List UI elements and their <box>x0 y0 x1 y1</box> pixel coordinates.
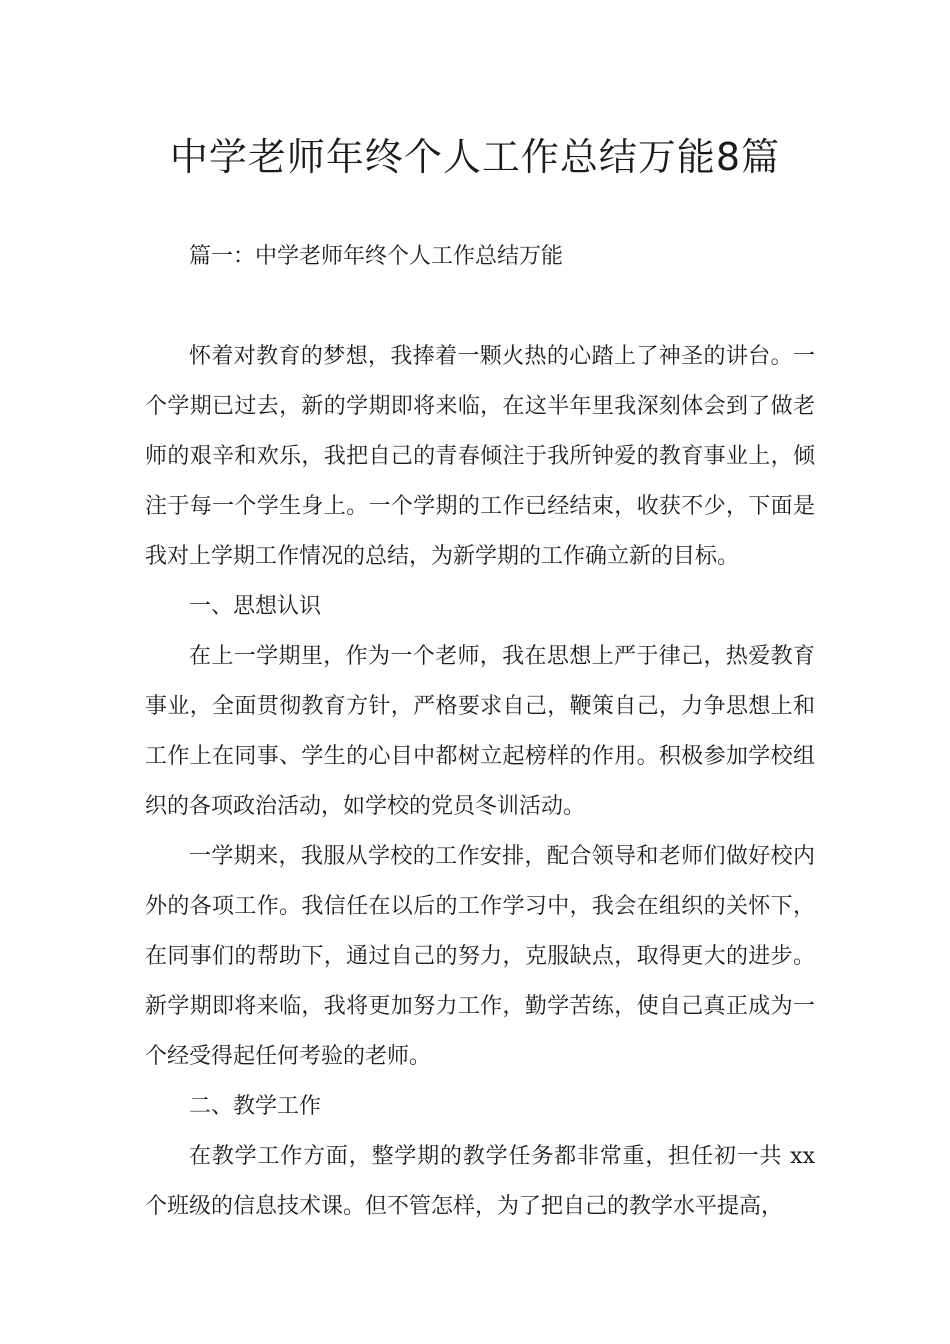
paragraph-thought-1: 在上一学期里，作为一个老师，我在思想上严于律己，热爱教育事业，全面贯彻教育方针，严格要求自己，鞭策自己，力争思想上和工作上在同事、学生的心目中都树立起榜样的作用。积极参加学校组织的各项政治活动，如学校的党员冬训活动。 <box>145 644 815 819</box>
document-body <box>145 232 815 1232</box>
paragraph-teaching: 在教学工作方面，整学期的教学任务都非常重，担任初一共 xx 个班级的信息技术课。但不管怎样，为了把自己的教学水平提高， <box>145 1144 815 1219</box>
paragraph-thought-2: 一学期来，我服从学校的工作安排，配合领导和老师们做好校内外的各项工作。我信任在以后的工作学习中，我会在组织的关怀下，在同事们的帮助下，通过自己的努力，克服缺点，取得更大的进步。新学期即将来临，我将更加努力工作，勤学苦练，使自己真正成为一个经受得起任何考验的老师。 <box>145 844 815 1069</box>
section-heading-2: 二、教学工作 <box>189 1094 322 1119</box>
document-title: 中学老师年终个人工作总结万能8篇 <box>169 135 781 179</box>
paragraph-intro: 怀着对教育的梦想，我捧着一颗火热的心踏上了神圣的讲台。一个学期已过去，新的学期即将来临，在这半年里我深刻体会到了做老师的艰辛和欢乐，我把自己的青春倾注于我所钟爱的教育事业上，倾注于每一个学生身上。一个学期的工作已经结束，收获不少，下面是我对上学期工作情况的总结，为新学期的工作确立新的目标。 <box>145 344 815 569</box>
section-heading-1: 一、思想认识 <box>189 594 322 619</box>
section-subtitle: 篇一：中学老师年终个人工作总结万能 <box>189 244 564 269</box>
